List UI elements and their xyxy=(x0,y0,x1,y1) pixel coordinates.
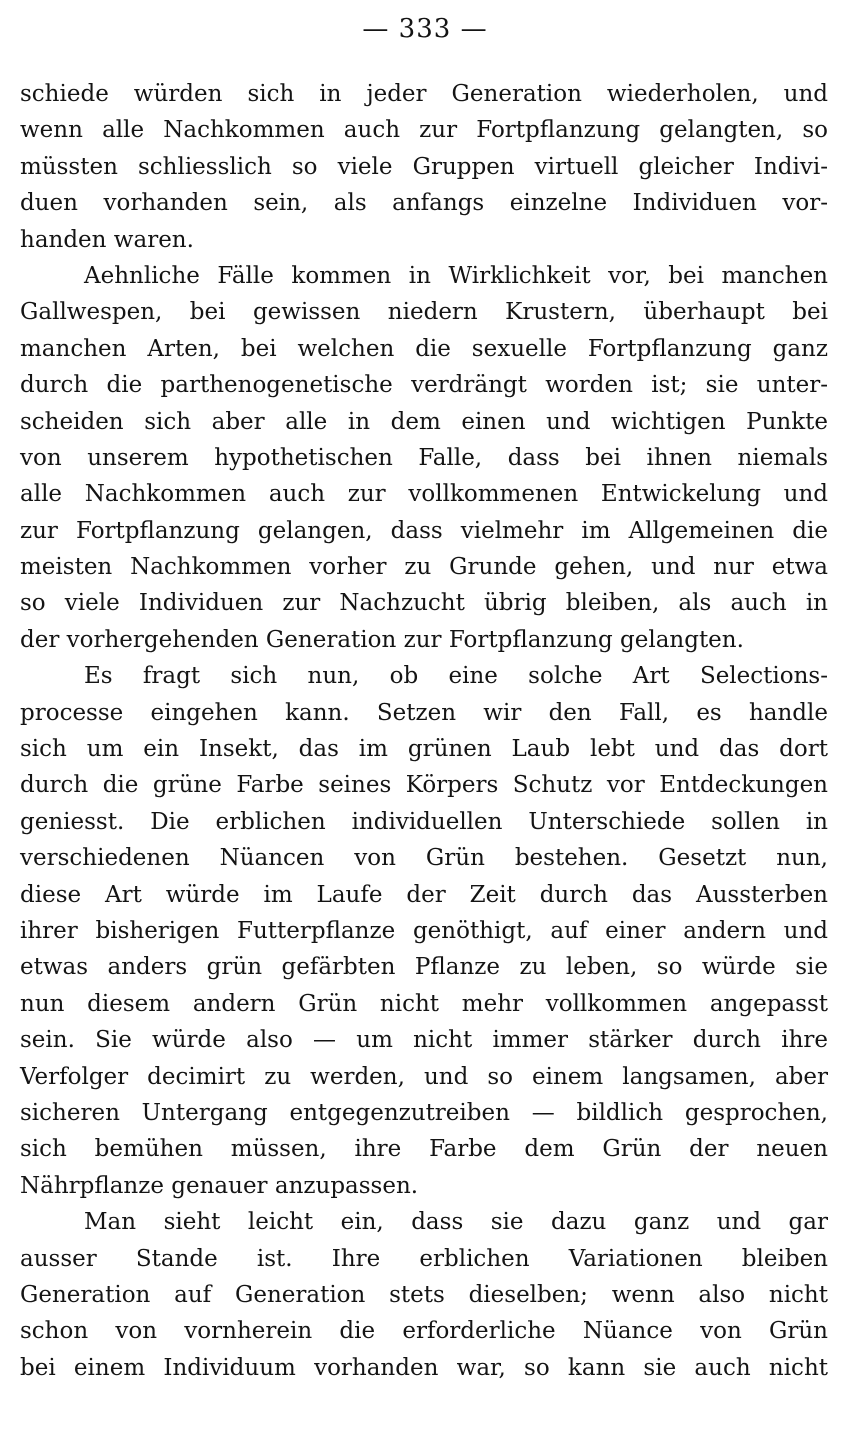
text-line: bei einem Individuum vorhanden war, so kann sie auch nicht xyxy=(20,1354,828,1381)
text-line: duen vorhanden sein, als anfangs einzelne Individuen vor- xyxy=(20,190,828,217)
text-line: manchen Arten, bei welchen die sexuelle Fortpflanzung ganz xyxy=(20,335,828,362)
text-line: zur Fortpflanzung gelangen, dass vielmehr im Allgemeinen die xyxy=(20,517,828,544)
text-line: geniesst. Die erblichen individuellen Unterschiede sollen in xyxy=(20,808,828,835)
text-line: Generation auf Generation stets dieselben; wenn also nicht xyxy=(20,1281,828,1308)
text-line: Man sieht leicht ein, dass sie dazu ganz und gar xyxy=(84,1209,828,1236)
text-line: schiede würden sich in jeder Generation wiederholen, und xyxy=(20,81,828,107)
text-line: processe eingehen kann. Setzen wir den Fall, es handle xyxy=(20,699,828,726)
text-line: scheiden sich aber alle in dem einen und wichtigen Punkte xyxy=(20,408,828,435)
text-line: sein. Sie würde also — um nicht immer stärker durch ihre xyxy=(20,1027,828,1054)
text-line: wenn alle Nachkommen auch zur Fortpflanzung gelangten, so xyxy=(20,117,828,144)
text-line: müssten schliesslich so viele Gruppen virtuell gleicher Indivi- xyxy=(20,153,828,180)
text-line: schon von vornherein die erforderliche Nüance von Grün xyxy=(20,1318,828,1345)
text-line: meisten Nachkommen vorher zu Grunde gehen, und nur etwa xyxy=(20,554,828,581)
page-number: — 333 — xyxy=(362,14,488,44)
text-line: sich um ein Insekt, das im grünen Laub lebt und das dort xyxy=(20,736,828,763)
text-line: ihrer bisherigen Futterpflanze genöthigt, auf einer andern und xyxy=(20,917,828,944)
text-line: verschiedenen Nüancen von Grün bestehen. Gesetzt nun, xyxy=(20,845,828,872)
text-line: Es fragt sich nun, ob eine solche Art Selections- xyxy=(84,663,828,690)
text-line: Verfolger decimirt zu werden, und so einem langsamen, aber xyxy=(20,1063,828,1090)
text-line: Nährpflanze genauer anzupassen. xyxy=(20,1172,419,1199)
text-line: alle Nachkommen auch zur vollkommenen Entwickelung und xyxy=(20,481,828,508)
text-line: durch die grüne Farbe seines Körpers Schutz vor Entdeckungen xyxy=(20,772,828,799)
text-line: ausser Stande ist. Ihre erblichen Variationen bleiben xyxy=(20,1245,828,1272)
text-line: der vorhergehenden Generation zur Fortpflanzung gelangten. xyxy=(20,626,744,653)
text-line: etwas anders grün gefärbten Pflanze zu leben, so würde sie xyxy=(20,954,828,981)
text-line: sicheren Untergang entgegenzutreiben — bildlich gesprochen, xyxy=(20,1099,828,1126)
text-line: Gallwespen, bei gewissen niedern Krustern, überhaupt bei xyxy=(20,299,828,326)
text-line: so viele Individuen zur Nachzucht übrig bleiben, als auch in xyxy=(20,590,828,617)
text-line: durch die parthenogenetische verdrängt worden ist; sie unter- xyxy=(20,372,828,399)
body-text xyxy=(20,76,828,1386)
text-line: nun diesem andern Grün nicht mehr vollkommen angepasst xyxy=(20,990,828,1017)
text-line: Aehnliche Fälle kommen in Wirklichkeit vor, bei manchen xyxy=(84,262,828,289)
text-line: von unserem hypothetischen Falle, dass bei ihnen niemals xyxy=(20,444,828,471)
text-line: sich bemühen müssen, ihre Farbe dem Grün der neuen xyxy=(20,1136,828,1163)
text-line: diese Art würde im Laufe der Zeit durch das Aussterben xyxy=(20,881,828,908)
text-line: handen waren. xyxy=(20,226,194,253)
